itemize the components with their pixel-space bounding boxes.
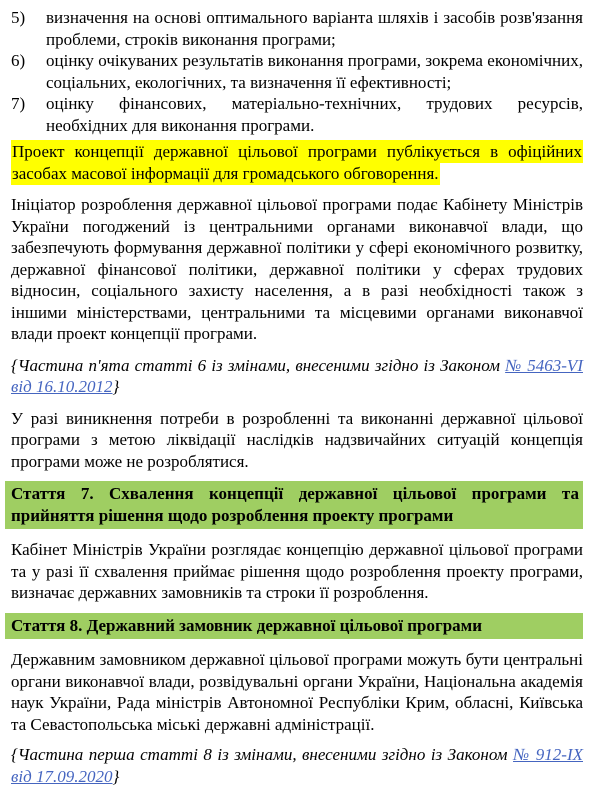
paragraph-cabinet-decision: Кабінет Міністрів України розглядає концепцію державної цільової програми та у разі її схвалення приймає рішення щодо розроблення проекту програми, визначає державних замовників та строки її розроблення. (11, 540, 583, 602)
paragraph-state-customer: Державним замовником державної цільової програми можуть бути центральні органи виконавчої влади, розвідувальні органи України, Національна академія наук України, Рада міністрів Автономної Республіки Крим, обласні, Київська та Севастопольська міські державні адміністрації. (11, 650, 583, 734)
note-text: {Частина перша статті 8 із змінами, внесеними згідно із Законом (11, 745, 514, 764)
list-item-5 (11, 7, 583, 50)
list-item-6 (11, 50, 583, 93)
list-item-text: оцінку фінансових, матеріально-технічних, трудових ресурсів, необхідних для виконання програми. (46, 94, 583, 135)
list-item-number: 5) (11, 8, 26, 27)
article-7-heading: Стаття 7. Схвалення концепції державної цільової програми та прийняття рішення щодо розроблення проекту програми (5, 481, 583, 529)
paragraph-initiator: Ініціатор розроблення державної цільової програми подає Кабінету Міністрів України погоджений із центральними органами виконавчої влади, що забезпечують формування державної політики у сфері економічного розвитку, державної фінансової політики, державної політики у сферах трудових відносин, соціального захисту населення, а в разі необхідності також з іншими міністерствами, центральними та місцевими органами виконавчої влади проект концепції програми. (11, 195, 583, 343)
note-closing-brace: } (112, 766, 120, 786)
article-8-heading: Стаття 8. Державний замовник державної цільової програми (5, 613, 583, 640)
list-item-number: 7) (11, 94, 26, 113)
yellow-highlight: Проект концепції державної цільової програми публікується в офіційних засобах масової інформації для громадського обговорення. (12, 142, 582, 183)
note-text: {Частина п'ята статті 6 із змінами, внесеними згідно із Законом (11, 355, 506, 375)
list-item-text: визначення на основі оптимального варіанта шляхів і засобів розв'язання проблеми, строків виконання програми; (46, 8, 583, 49)
list-item-7 (11, 93, 583, 136)
paragraph-emergency-exception: У разі виникнення потреби в розробленні та виконанні державної цільової програми з метою ліквідації наслідків надзвичайних ситуацій концепція програми може не розроблятися. (11, 408, 583, 471)
amendment-note-article6 (11, 355, 583, 398)
law-link-912-ix[interactable]: № 912-IX від 17.09.2020 (11, 745, 583, 786)
list-item-number: 6) (11, 51, 26, 70)
amendment-note-article8 (11, 744, 583, 786)
law-link-5463-vi[interactable]: № 5463-VI від 16.10.2012 (11, 355, 583, 396)
list-item-text: оцінку очікуваних результатів виконання програми, зокрема економічних, соціальних, екологічних, та визначення її ефективності; (46, 51, 583, 92)
note-closing-brace: } (112, 377, 120, 396)
highlighted-paragraph (11, 141, 583, 184)
